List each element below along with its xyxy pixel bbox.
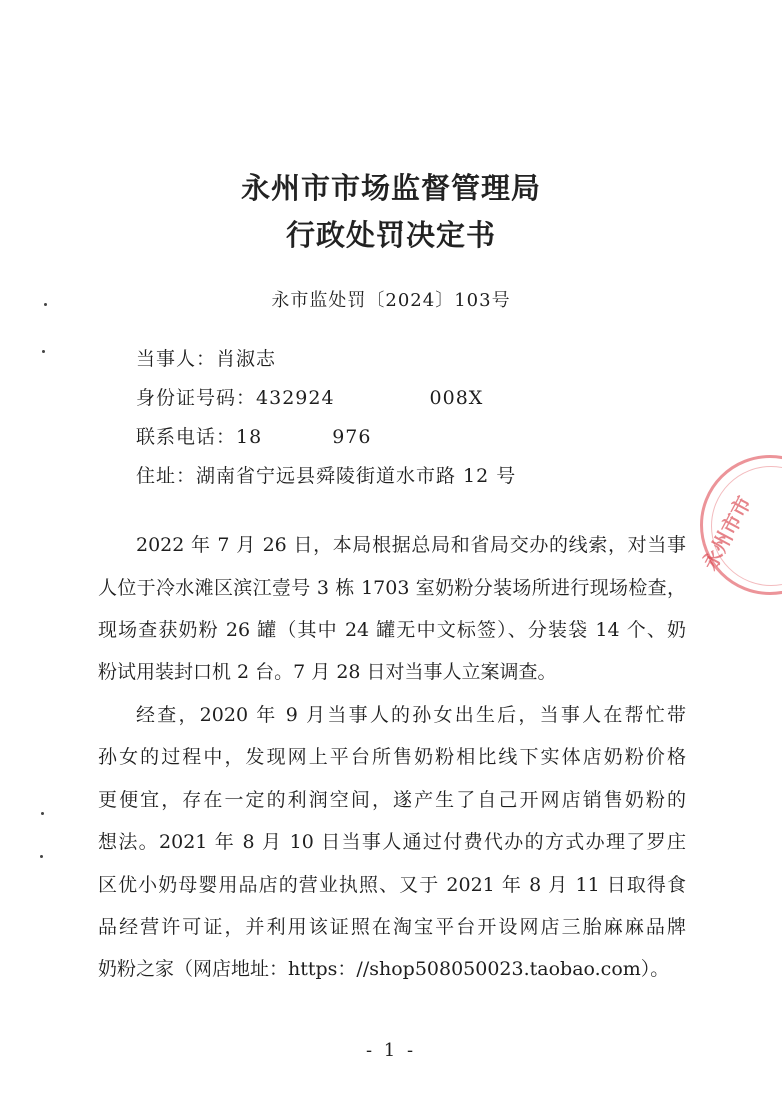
seal-text: 永州市市 [697,492,757,574]
paragraph2-line: 奶粉之家（网店地址：https：//shop508050023.taobao.com）。 [98,958,670,980]
paragraph1-line: 2022 年 7 月 26 日，本局根据总局和省局交办的线索，对当事 [136,534,686,556]
page-number: - 1 - [365,1040,417,1061]
party-phone-prefix: 18 [236,426,263,448]
party-phone-field [136,422,371,449]
party-name-field [136,344,276,371]
party-phone-suffix: 976 [332,426,372,448]
party-name-label: 当事人： [136,348,217,370]
paragraph1-line: 粉试用装封口机 2 台。7 月 28 日对当事人立案调查。 [98,661,557,683]
scan-speck [40,855,43,858]
scan-speck [42,350,45,353]
paragraph2-line: 区优小奶母婴用品店的营业执照、又于 2021 年 8 月 11 日取得食 [98,874,686,896]
paragraph2-line: 想法。2021 年 8 月 10 日当事人通过付费代办的方式办理了罗庄 [98,831,686,853]
party-id-prefix: 432924 [256,387,335,409]
paragraph2-line: 品经营许可证，并利用该证照在淘宝平台开设网店三胎麻麻品牌 [98,916,686,938]
party-name-value: 肖淑志 [216,348,277,370]
paragraph1-line: 人位于冷水滩区滨江壹号 3 栋 1703 室奶粉分装场所进行现场检查， [98,577,686,599]
party-id-label: 身份证号码： [136,387,257,409]
party-phone-label: 联系电话： [136,426,237,448]
document-title-agency: 永州市市场监督管理局 [240,171,541,205]
paragraph1-line: 现场查获奶粉 26 罐（其中 24 罐无中文标签）、分装袋 14 个、奶 [98,619,686,641]
official-seal-stamp [697,455,782,595]
party-id-field [136,383,483,410]
document-number: 永市监处罚〔2024〕103号 [271,290,511,311]
scan-speck [44,303,47,306]
scan-speck [41,812,44,815]
document-title-type: 行政处罚决定书 [285,218,496,252]
paragraph2-line: 经查，2020 年 9 月当事人的孙女出生后，当事人在帮忙带 [136,704,686,726]
party-address-value: 湖南省宁远县舜陵街道水市路 12 号 [196,465,517,487]
party-address-label: 住址： [136,465,197,487]
party-id-suffix: 008X [429,387,484,409]
paragraph2-line: 更便宜，存在一定的利润空间，遂产生了自己开网店销售奶粉的 [98,789,686,811]
party-address-field [136,461,516,488]
paragraph2-line: 孙女的过程中，发现网上平台所售奶粉相比线下实体店奶粉价格 [98,746,686,768]
